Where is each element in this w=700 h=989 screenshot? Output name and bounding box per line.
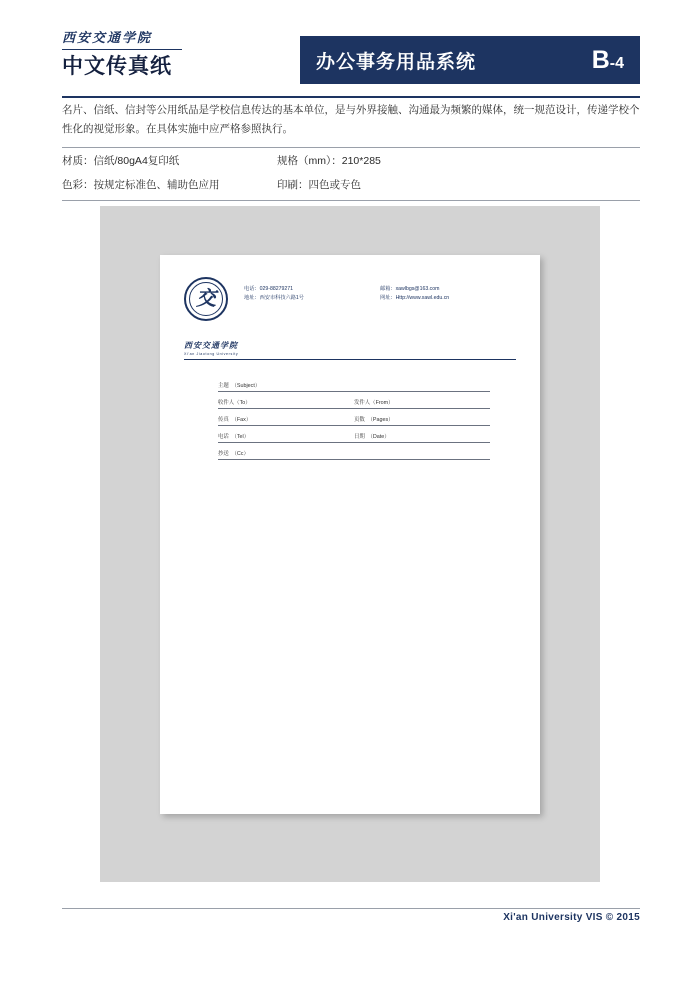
fax-field-row — [218, 443, 490, 460]
fax-sheet-header — [184, 277, 516, 329]
fax-logo-script: 西安交通学院 — [184, 341, 238, 350]
fax-field-from: 发件人（From） — [354, 400, 394, 406]
fax-phone: 电话：029-88279271 — [244, 286, 294, 292]
university-seal-icon — [184, 277, 228, 321]
header-left-block — [62, 30, 292, 80]
seal-mark-glyph: 交 — [196, 288, 216, 310]
spec-table — [62, 147, 640, 201]
fax-field-list — [218, 375, 490, 460]
header-underline — [62, 96, 640, 98]
section-code — [591, 45, 624, 74]
spec-material: 材质：信纸/80gA4复印纸 — [62, 155, 180, 167]
fax-website: 网址：Http://www.xawl.edu.cn — [380, 295, 450, 301]
page-title: 中文传真纸 — [62, 55, 172, 78]
showcase-area — [100, 206, 600, 882]
fax-field-subject: 主题 （Subject） — [218, 383, 261, 389]
fax-field-row — [218, 409, 490, 426]
spec-size: 规格（mm）：210*285 — [277, 155, 381, 167]
fax-field-row — [218, 375, 490, 392]
spec-bottom-rule — [62, 200, 640, 201]
fax-email: 邮箱：xawlbgs@163.com — [380, 286, 440, 292]
fax-sheet-logo — [184, 341, 274, 357]
logo-divider — [62, 49, 182, 50]
fax-address: 地址：西安市科技六路1号 — [244, 295, 304, 301]
spec-print: 印刷：四色或专色 — [277, 179, 361, 191]
description-text: 名片、信纸、信封等公用纸品是学校信息传达的基本单位，是与外界接触、沟通最为频繁的媒体，统一规范设计，传递学校个性化的视觉形象。在具体实施中应严格参照执行。 — [62, 104, 640, 135]
seal-inner-ring — [189, 282, 223, 316]
fax-sheet-mockup — [160, 255, 540, 814]
spec-color: 色彩：按规定标准色、辅助色应用 — [62, 179, 220, 191]
section-code-number: -4 — [609, 54, 624, 72]
fax-sheet-divider — [184, 359, 516, 360]
footer-copyright: Xi'an University VIS © 2015 — [503, 912, 640, 923]
university-logo-script: 西安交通学院 — [62, 30, 153, 45]
spec-row — [62, 148, 640, 172]
fax-field-pages: 页数 （Pages） — [354, 417, 394, 423]
fax-logo-english: Xi'an Jiaotong University — [184, 352, 239, 356]
fax-field-row — [218, 426, 490, 443]
fax-field-cc: 抄送 （Cc） — [218, 451, 249, 457]
section-banner — [300, 36, 640, 84]
fax-contact-block — [244, 285, 516, 303]
fax-contact-left — [244, 285, 380, 303]
section-banner-title: 办公事务用品系统 — [316, 51, 477, 73]
page-header — [62, 30, 640, 88]
fax-field-to: 收件人（To） — [218, 400, 251, 406]
footer-divider — [62, 908, 640, 909]
fax-contact-right — [380, 285, 516, 303]
fax-field-date: 日期 （Date） — [354, 434, 390, 440]
spec-row — [62, 172, 640, 196]
fax-field-row — [218, 392, 490, 409]
fax-field-tel: 电话 （Tel） — [218, 434, 250, 440]
fax-field-fax: 传真 （Fax） — [218, 417, 252, 423]
section-code-letter: B — [591, 45, 610, 74]
